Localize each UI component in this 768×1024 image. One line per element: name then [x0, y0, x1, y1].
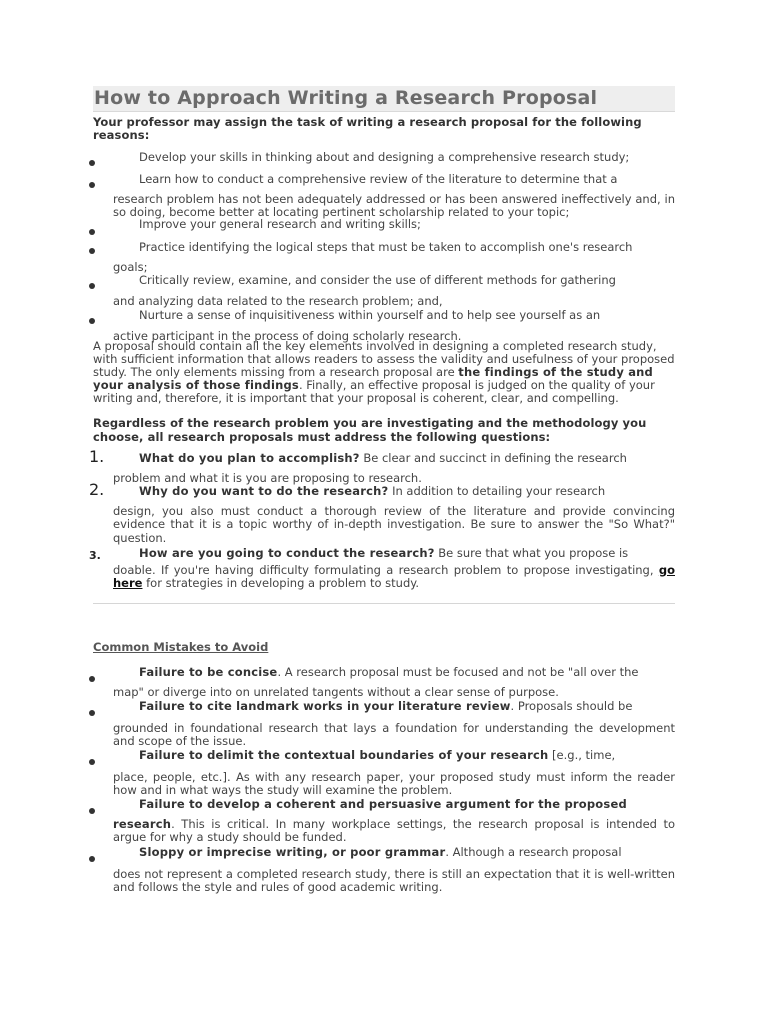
list-item: Failure to delimit the contextual boundaries of your research [e.g., time, place, people, etc.]. As with any research paper, your proposed study must inform the reader how and in what ways the study will examine the problem. — [93, 749, 675, 798]
list-item: 1. What do you plan to accomplish? Be clear and succinct in defining the research problem and what it is you are proposing to research. — [89, 447, 627, 485]
bullet-icon — [89, 248, 95, 254]
questions-list — [89, 447, 675, 591]
proposal-paragraph: A proposal should contain all the key elements involved in designing a completed research study, with sufficient information that allows readers to assess the validity and usefulness of your proposed study. The only elements missing from a research proposal are the findings of the study and your analysis of those findings. Finally, an effective proposal is judged on the quality of your writing and, therefore, it is important that your proposal is coherent, clear, and compelling. — [93, 339, 675, 405]
list-number: 2. — [89, 480, 105, 499]
go-here-link[interactable]: go here — [113, 562, 675, 590]
list-item: Improve your general research and writing skills; — [93, 218, 675, 239]
reasons-list — [93, 149, 675, 343]
mistakes-heading[interactable]: Common Mistakes to Avoid — [93, 640, 269, 654]
list-item: Nurture a sense of inquisitiveness within yourself and to help see yourself as an active participant in the process of doing scholarly research. — [93, 309, 675, 340]
mistakes-list — [93, 666, 675, 894]
bullet-icon — [89, 182, 95, 188]
questions-lead: Regardless of the research problem you are investigating and the methodology you choose, all research proposals must address the following questions: — [93, 416, 647, 444]
bullet-icon — [89, 676, 95, 682]
list-item: Learn how to conduct a comprehensive review of the literature to determine that a research problem has not been adequately addressed or has been answered ineffectively and, in so doing, become better at locating pertinent scholarship related to your topic; — [93, 171, 675, 218]
list-item: Develop your skills in thinking about and designing a comprehensive research study; — [93, 149, 675, 171]
list-item: Failure to cite landmark works in your literature review. Proposals should be grounded in foundational research that lays a foundation for understanding the development and scope of the issue. — [93, 700, 675, 749]
bullet-icon — [89, 229, 95, 235]
list-item: 3. How are you going to conduct the research? Be sure that what you propose is doable. If you're having difficulty formulating a research problem to propose investigating, go here for strategies in developing a problem to study. — [89, 546, 675, 590]
document-page — [89, 86, 675, 894]
bullet-icon — [89, 318, 95, 324]
bullet-icon — [89, 759, 95, 765]
bullet-icon — [89, 283, 95, 289]
list-item: Sloppy or imprecise writing, or poor grammar. Although a research proposal does not represent a completed research study, there is still an expectation that it is well-written and follows the style and rules of good academic writing. — [93, 846, 675, 894]
intro-lead: Your professor may assign the task of writing a research proposal for the following reasons: — [93, 115, 642, 142]
list-item: Failure to develop a coherent and persuasive argument for the proposed research. This is critical. In many workplace settings, the research proposal is intended to argue for why a study should be funded. — [93, 798, 675, 846]
bullet-icon — [89, 710, 95, 716]
list-number: 3. — [89, 549, 101, 562]
page-title: How to Approach Writing a Research Proposal — [93, 86, 675, 112]
bullet-icon — [89, 856, 95, 862]
bullet-icon — [89, 808, 95, 814]
list-item: Failure to be concise. A research proposal must be focused and not be "all over the map" or diverge into on unrelated tangents without a clear sense of purpose. — [93, 666, 675, 700]
divider — [93, 603, 675, 604]
list-number: 1. — [89, 447, 105, 466]
list-item: Critically review, examine, and consider the use of different methods for gathering and analyzing data related to the research problem; and, — [93, 274, 675, 309]
list-item: Practice identifying the logical steps that must be taken to accomplish one's research goals; — [93, 239, 675, 274]
list-item: 2. Why do you want to do the research? In addition to detailing your research design, you also must conduct a thorough review of the literature and provide convincing evidence that it is a topic worthy of in-depth investigation. Be sure to answer the "So What?" question. — [89, 480, 675, 545]
bullet-icon — [89, 160, 95, 166]
